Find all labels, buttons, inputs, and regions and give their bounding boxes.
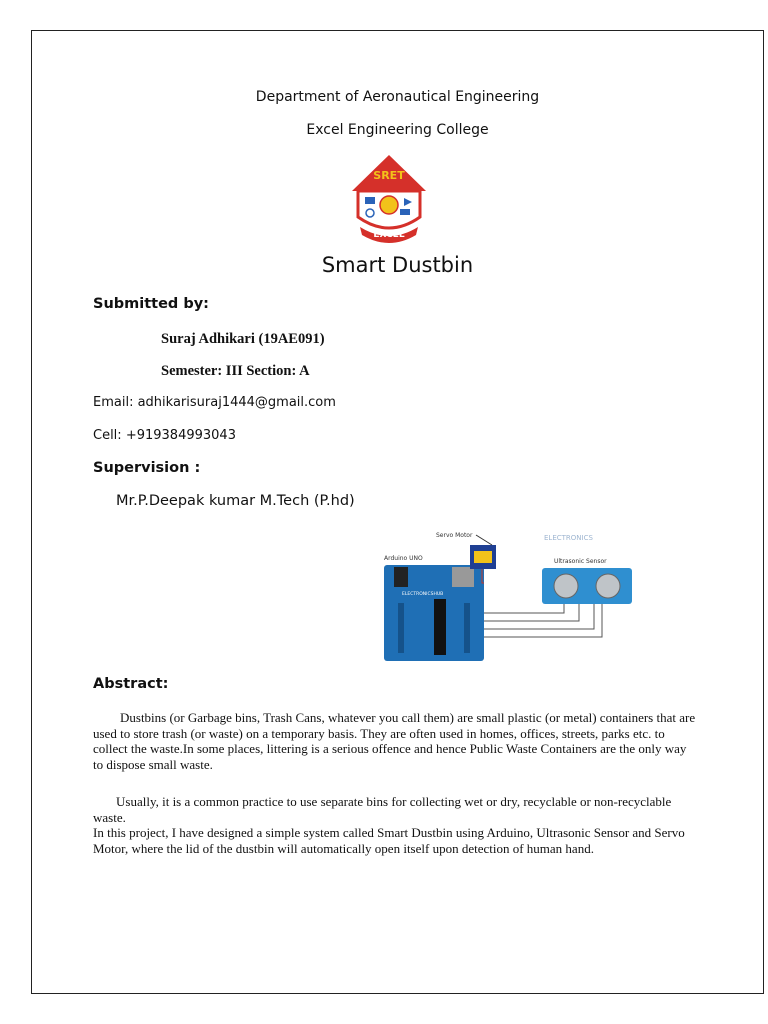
abstract-heading: Abstract: [93,676,169,692]
arduino-chip [434,599,446,655]
logo-book-icon [400,209,410,215]
sensor-transducer-left [554,574,578,598]
email-label: Email: [93,395,134,410]
submitted-by-heading: Submitted by: [93,296,209,312]
email-value: adhikarisuraj1444@gmail.com [137,395,336,410]
logo-banner-text: SRET [373,169,405,182]
arduino-usb-port [394,567,408,587]
arduino-header-left [398,603,404,653]
arduino-header-right [464,603,470,653]
logo-ribbon-text: EXCEL [373,230,405,240]
student-name: Suraj Adhikari (19AE091) [161,331,325,347]
semester-section: Semester: III Section: A [161,363,310,379]
sensor-label: Ultrasonic Sensor [554,558,607,565]
document-page [31,30,764,994]
department-heading: Department of Aeronautical Engineering [255,89,540,105]
servo-horn [474,551,492,563]
sensor-transducer-right [596,574,620,598]
abstract-paragraph-2: Usually, it is a common practice to use separate bins for collecting wet or dry, recyclable or non-recyclable waste. [93,794,672,825]
email-line [93,395,336,410]
servo-label: Servo Motor [436,532,473,539]
logo-emblem-icon [380,196,398,214]
college-heading: Excel Engineering College [306,122,489,138]
figure-watermark: ELECTRONICS [544,534,593,542]
logo-computer-icon [365,197,375,204]
arduino-board-text: ELECTRONICSHUB [402,592,444,597]
circuit-diagram [344,523,644,663]
abstract-paragraph-1: Dustbins (or Garbage bins, Trash Cans, whatever you call them) are small plastic (or metal) containers that are used to store trash (or waste) on a temporary basis. They are often used in homes, offices, streets, parks etc. to collect the waste.In some places, littering is a serious offence and hence Public Waste Containers are the only way to dispose small waste. [93,710,696,772]
arduino-label: Arduino UNO [384,555,423,562]
cell-label: Cell: [93,428,122,443]
arduino-power-jack [452,567,474,587]
college-logo [348,153,430,243]
supervisor-name: Mr.P.Deepak kumar M.Tech (P.hd) [116,493,355,509]
cell-line [93,428,236,443]
supervision-heading: Supervision : [93,460,201,476]
abstract-paragraph-3: In this project, I have designed a simple system called Smart Dustbin using Arduino, Ultrasonic Sensor and Servo Motor, where the lid of the dustbin will automatically open itself upon detection of human hand. [93,825,685,856]
cell-value: +919384993043 [125,428,236,443]
document-title: Smart Dustbin [321,253,474,277]
